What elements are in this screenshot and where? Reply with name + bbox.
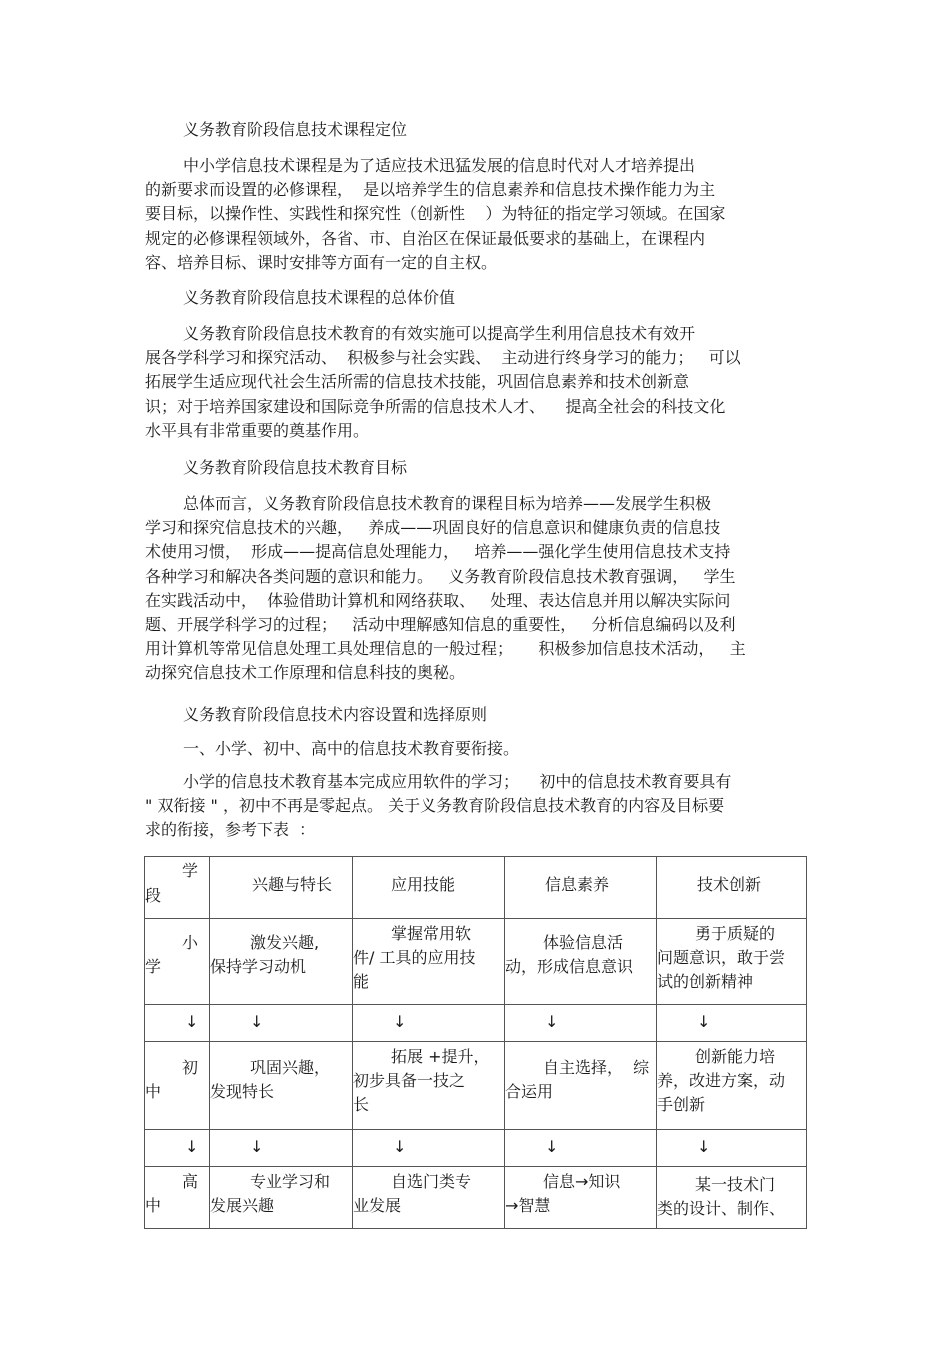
header-interest: 兴趣与特长 (252, 875, 333, 894)
stage-label: 高 (182, 1172, 199, 1191)
header-stage-bottom: 段 (145, 886, 162, 905)
arrow-cell (210, 1005, 353, 1042)
cell-line: 类的设计、制作、 (657, 1199, 786, 1218)
table-arrow-row (145, 1130, 807, 1167)
arrow-cell (657, 1130, 807, 1167)
table-cell (210, 1042, 353, 1130)
table-cell (210, 1167, 353, 1229)
header-literacy: 信息素养 (545, 875, 610, 894)
paragraph-line: 展各学科学习和探究活动、 积极参与社会实践、 主动进行终身学习的能力； 可以 (145, 348, 741, 368)
stage-cell (145, 919, 210, 1005)
paragraph-line: 水平具有非常重要的奠基作用。 (145, 420, 370, 440)
paragraph-line: 用计算机等常见信息处理工具处理信息的一般过程； 积极参加信息技术活动， 主 (145, 639, 746, 659)
cell-line: 能 (353, 972, 370, 991)
table-cell (505, 1042, 657, 1130)
paragraph-line: 小学的信息技术教育基本完成应用软件的学习； 初中的信息技术教育要具有 (183, 772, 732, 791)
paragraph-line: 拓展学生适应现代社会生活所需的信息技术技能，巩固信息素养和技术创新意 (145, 372, 690, 392)
cell-line: 件/ 工具的应用技 (353, 948, 476, 967)
cell-line: 拓展 +提升， (391, 1047, 490, 1066)
paragraph-line: 术使用习惯， 形成——提高信息处理能力， 培养——强化学生使用信息技术支持 (145, 542, 731, 562)
table-cell (353, 1042, 505, 1130)
paragraph-line: " 双衔接 " ，初中不再是零起点。 关于义务教育阶段信息技术教育的内容及目标要 (145, 796, 725, 816)
cell-line: 掌握常用软 (391, 924, 472, 943)
paragraph-line: 求的衔接，参考下表 ： (145, 820, 316, 840)
arrow-cell (353, 1130, 505, 1167)
arrow-down-icon: ↓ (697, 1012, 711, 1031)
stage-label: 中 (145, 1196, 162, 1215)
table-cell (505, 1167, 657, 1229)
table-cell (657, 1042, 807, 1130)
stage-label: 中 (145, 1082, 162, 1101)
header-cell (353, 857, 505, 919)
cell-line: 信息→知识 (543, 1172, 621, 1191)
table-cell (353, 1167, 505, 1229)
header-cell (505, 857, 657, 919)
cell-line: 发现特长 (210, 1082, 275, 1101)
cell-line: 试的创新精神 (657, 972, 754, 991)
cell-line: 长 (353, 1095, 370, 1114)
paragraph-line: 识；对于培养国家建设和国际竞争所需的信息技术人才、 提高全社会的科技文化 (145, 396, 726, 416)
paragraph-value (145, 322, 810, 443)
cell-line: 体验信息活 (543, 933, 624, 952)
arrow-down-icon: ↓ (697, 1137, 711, 1156)
stage-label: 小 (182, 933, 199, 952)
table-header-row (145, 857, 807, 919)
table-row-high (145, 1167, 807, 1229)
cell-line: 自选门类专 (391, 1172, 472, 1191)
arrow-down-icon: ↓ (545, 1137, 559, 1156)
stage-label: 初 (182, 1058, 199, 1077)
paragraph-line: 义务教育阶段信息技术教育的有效实施可以提高学生利用信息技术有效开 (183, 324, 696, 343)
cell-line: 问题意识，敢于尝 (657, 948, 786, 967)
paragraph-line: 总体而言，义务教育阶段信息技术教育的课程目标为培养——发展学生积极 (183, 494, 712, 513)
paragraph-line: 规定的必修课程领域外，各省、市、自治区在保证最低要求的基础上，在课程内 (145, 228, 706, 248)
cell-line: 发展兴趣 (210, 1196, 275, 1215)
table-cell (505, 919, 657, 1005)
cell-line: 保持学习动机 (210, 957, 307, 976)
stage-label: 学 (145, 957, 162, 976)
paragraph-line: 在实践活动中， 体验借助计算机和网络获取、 处理、表达信息并用以解决实际问 (145, 590, 731, 610)
paragraph-positioning (145, 154, 810, 275)
cell-line: →智慧 (505, 1196, 551, 1215)
cell-line: 创新能力培 (695, 1047, 776, 1066)
section-heading-principles: 义务教育阶段信息技术内容设置和选择原则 (183, 705, 488, 724)
arrow-down-icon: ↓ (393, 1012, 407, 1031)
table-cell (210, 919, 353, 1005)
cell-line: 勇于质疑的 (695, 924, 776, 943)
header-stage-top: 学 (182, 861, 199, 880)
paragraph-line: 的新要求而设置的必修课程， 是以培养学生的信息素养和信息技术操作能力为主 (145, 180, 716, 200)
arrow-cell (353, 1005, 505, 1042)
header-cell (657, 857, 807, 919)
cell-line: 某一技术门 (695, 1175, 776, 1194)
paragraph-line: 容、培养目标、课时安排等方面有一定的自主权。 (145, 252, 498, 272)
table-arrow-row (145, 1005, 807, 1042)
cell-line: 专业学习和 (250, 1172, 331, 1191)
table-cell (353, 919, 505, 1005)
paragraph-line: 各种学习和解决各类问题的意识和能力。 义务教育阶段信息技术教育强调， 学生 (145, 566, 736, 586)
table-cell (657, 919, 807, 1005)
section-heading-positioning: 义务教育阶段信息技术课程定位 (183, 120, 408, 139)
paragraph-line: 中小学信息技术课程是为了适应技术迅猛发展的信息时代对人才培养提出 (183, 156, 696, 175)
section-heading-value: 义务教育阶段信息技术课程的总体价值 (183, 288, 456, 307)
cell-line: 手创新 (657, 1095, 706, 1114)
arrow-down-icon: ↓ (185, 1137, 199, 1156)
header-stage-cell (145, 857, 210, 919)
paragraph-line: 要目标，以操作性、实践性和探究性（创新性 ）为特征的指定学习领域。在国家 (145, 204, 726, 224)
paragraph-line: 学习和探究信息技术的兴趣， 养成——巩固良好的信息意识和健康负责的信息技 (145, 518, 721, 538)
arrow-cell (657, 1005, 807, 1042)
section-subheading-articulation: 一、小学、初中、高中的信息技术教育要衔接。 (183, 739, 520, 758)
paragraph-goals (145, 492, 810, 686)
section-heading-goals: 义务教育阶段信息技术教育目标 (183, 458, 408, 477)
stage-cell (145, 1042, 210, 1130)
arrow-down-icon: ↓ (393, 1137, 407, 1156)
cell-line: 自主选择， 综 (543, 1058, 650, 1077)
table-cell (657, 1167, 807, 1229)
arrow-down-icon: ↓ (545, 1012, 559, 1031)
header-skills: 应用技能 (391, 875, 456, 894)
arrow-cell (145, 1130, 210, 1167)
cell-line: 激发兴趣, (250, 933, 320, 952)
articulation-table (144, 856, 807, 1229)
header-innovation: 技术创新 (697, 875, 762, 894)
cell-line: 动，形成信息意识 (505, 957, 634, 976)
cell-line: 巩固兴趣， (250, 1058, 331, 1077)
header-cell (210, 857, 353, 919)
stage-cell (145, 1167, 210, 1229)
table-row-middle (145, 1042, 807, 1130)
arrow-down-icon: ↓ (250, 1137, 264, 1156)
arrow-cell (210, 1130, 353, 1167)
paragraph-line: 题、开展学科学习的过程； 活动中理解感知信息的重要性， 分析信息编码以及利 (145, 614, 736, 634)
paragraph-line: 动探究信息技术工作原理和信息科技的奥秘。 (145, 663, 466, 683)
arrow-cell (145, 1005, 210, 1042)
cell-line: 养，改进方案，动 (657, 1071, 786, 1090)
arrow-cell (505, 1130, 657, 1167)
table-row-primary (145, 919, 807, 1005)
arrow-down-icon: ↓ (185, 1012, 199, 1031)
cell-line: 合运用 (505, 1082, 554, 1101)
cell-line: 业发展 (353, 1196, 402, 1215)
paragraph-articulation (145, 770, 810, 843)
arrow-cell (505, 1005, 657, 1042)
cell-line: 初步具备一技之 (353, 1071, 466, 1090)
arrow-down-icon: ↓ (250, 1012, 264, 1031)
